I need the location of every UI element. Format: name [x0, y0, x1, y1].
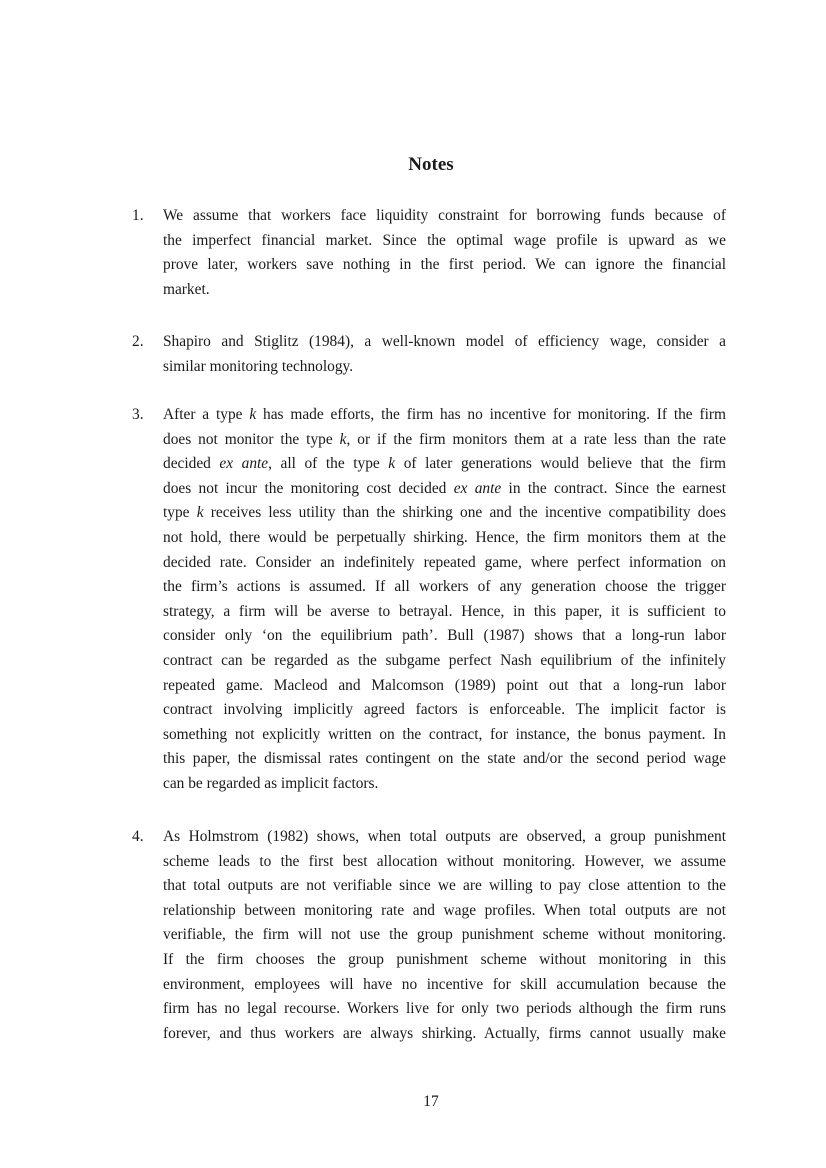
note-line: decided rate. Consider an indefinitely repeated game, where perfect information on	[163, 553, 726, 571]
note-body	[163, 330, 726, 379]
note-line: forever, and thus workers are always shirking. Actually, firms cannot usually make	[163, 1024, 726, 1042]
note-body	[163, 204, 726, 302]
note-line: contract involving implicitly agreed factors is enforceable. The implicit factor is	[163, 701, 726, 719]
notes-heading: Notes	[408, 154, 454, 175]
note-line: repeated game. Macleod and Malcomson (1989) point out that a long-run labor	[163, 676, 726, 694]
note-number: 4.	[132, 828, 144, 845]
note-line: strategy, a firm will be averse to betrayal. Hence, in this paper, it is sufficient to	[163, 602, 726, 620]
note-line: can be regarded as implicit factors.	[163, 774, 379, 792]
note-line: environment, employees will have no incentive for skill accumulation because the	[163, 975, 726, 993]
note-line: this paper, the dismissal rates contingent on the state and/or the second period wage	[163, 750, 726, 768]
note-line: verifiable, the firm will not use the group punishment scheme without monitoring.	[163, 926, 726, 944]
note-line: As Holmstrom (1982) shows, when total outputs are observed, a group punishment	[163, 828, 726, 845]
note-number: 1.	[132, 207, 144, 224]
note-number: 3.	[132, 406, 144, 423]
note-line: scheme leads to the first best allocation without monitoring. However, we assume	[163, 852, 726, 870]
note-line: the imperfect financial market. Since the optimal wage profile is upward as we	[163, 231, 726, 249]
note-line: does not monitor the type k, or if the firm monitors them at a rate less than the rate	[163, 430, 727, 448]
note-3	[132, 403, 726, 797]
note-2	[132, 330, 726, 379]
note-line: firm has no legal recourse. Workers live for only two periods although the firm runs	[163, 1000, 726, 1018]
note-body	[163, 825, 726, 1046]
note-line: contract can be regarded as the subgame perfect Nash equilibrium of the infinitely	[163, 651, 726, 669]
note-line: consider only ‘on the equilibrium path’. Bull (1987) shows that a long-run labor	[163, 627, 726, 645]
note-line: prove later, workers save nothing in the first period. We can ignore the financial	[163, 256, 726, 274]
note-body	[163, 403, 726, 797]
note-line: Shapiro and Stiglitz (1984), a well-known model of efficiency wage, consider a	[163, 333, 726, 350]
note-line: something not explicitly written on the contract, for instance, the bonus payment. In	[163, 725, 726, 743]
note-line: that total outputs are not verifiable since we are willing to pay close attention to the	[163, 877, 726, 895]
note-line: decided ex ante, all of the type k of later generations would believe that the firm	[163, 455, 726, 473]
note-line: market.	[163, 280, 210, 298]
note-line: the firm’s actions is assumed. If all workers of any generation choose the trigger	[163, 578, 726, 596]
note-4	[132, 825, 726, 1046]
note-line: not hold, there would be perpetually shirking. Hence, the firm monitors them at the	[163, 528, 726, 546]
note-line: After a type k has made efforts, the firm has no incentive for monitoring. If the firm	[163, 406, 726, 423]
note-line: relationship between monitoring rate and wage profiles. When total outputs are not	[163, 901, 726, 919]
note-number: 2.	[132, 333, 144, 350]
note-line: We assume that workers face liquidity constraint for borrowing funds because of	[163, 207, 726, 224]
note-line: If the firm chooses the group punishment scheme without monitoring in this	[163, 950, 726, 968]
note-line: similar monitoring technology.	[163, 357, 354, 375]
note-line: type k receives less utility than the shirking one and the incentive compatibility does	[163, 504, 726, 522]
page-number: 17	[423, 1093, 439, 1110]
note-1	[132, 204, 726, 302]
note-line: does not incur the monitoring cost decided ex ante in the contract. Since the earnest	[163, 479, 726, 497]
